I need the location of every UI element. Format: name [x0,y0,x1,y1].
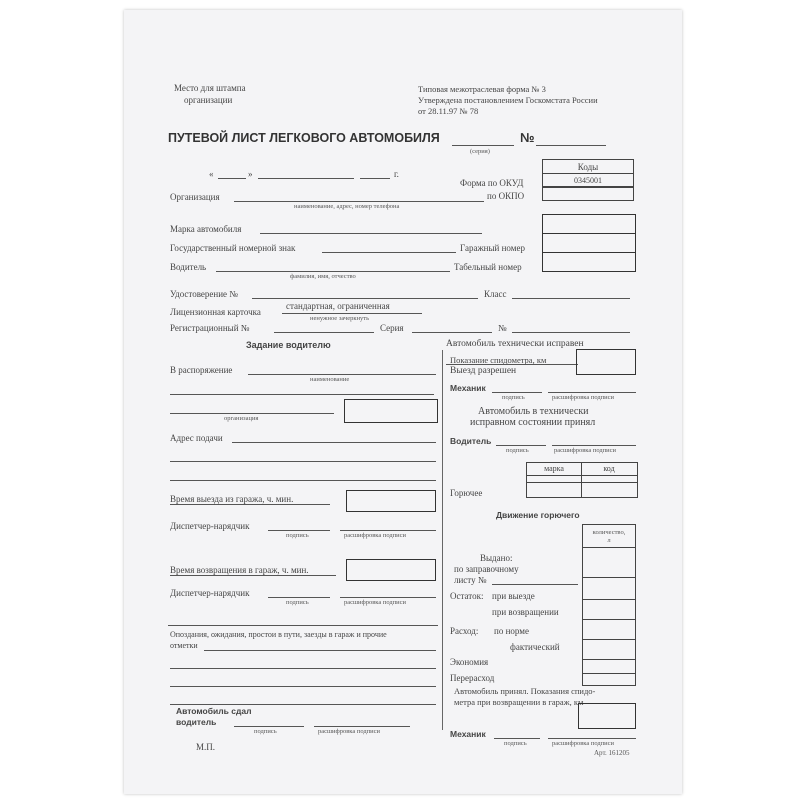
dispatcher2-sign-line[interactable] [268,597,330,598]
date-quote-open: « [209,169,214,179]
return-odometer-box[interactable] [578,703,636,729]
exit-time-underline [170,504,330,505]
mechanic-decode-hint: расшифровка подписи [552,394,615,401]
issued-label-2: по заправочному [454,564,519,574]
fuel-value-row[interactable] [526,482,638,498]
odometer-box[interactable] [576,349,636,375]
column-separator [442,350,443,730]
issued-label-1: Выдано: [480,553,513,563]
disposal-hint: наименование [310,376,350,383]
handover-label: Автомобиль сдал [176,706,252,716]
fuel-brand-header: марка [544,464,564,473]
codes-table [542,159,634,187]
dispatcher2-decode-hint: расшифровка подписи [344,599,407,606]
mechanic-decode-line[interactable] [548,392,636,393]
handover-sign-hint: подпись [254,728,277,735]
car-brand-line[interactable] [260,233,482,234]
reg-series-label: Серия [380,323,404,333]
handover-decode-line[interactable] [314,726,410,727]
form-title: ПУТЕВОЙ ЛИСТ ЛЕГКОВОГО АВТОМОБИЛЯ [168,131,440,145]
exit-time-box[interactable] [346,490,436,512]
mechanic2-label: Механик [450,729,486,739]
driver-line[interactable] [216,271,450,272]
address-line-3[interactable] [170,480,436,481]
mechanic-sign-hint: подпись [502,394,525,401]
license-line[interactable] [252,298,478,299]
overrun-label: Перерасход [450,673,495,683]
delays-label-2: отметки [170,641,198,650]
dispatcher-decode-line[interactable] [340,530,436,531]
series-hint: (серия) [470,148,490,155]
tabel-no-label: Табельный номер [454,262,522,272]
disposal-label: В распоряжение [170,365,233,375]
garage-no-label: Гаражный номер [460,243,525,253]
driver-label: Водитель [170,262,207,272]
qty-header-1: количество, [592,529,626,536]
delays-line-2[interactable] [170,668,436,669]
exit-allowed-label: Выезд разрешен [450,366,517,376]
issued-label-3: листу № [454,575,487,585]
license-label: Удостоверение № [170,289,238,299]
delays-line-3[interactable] [170,686,436,687]
accept-return-label-1: Автомобиль принял. Показания спидо- [454,686,596,696]
accepted-label-1: Автомобиль в технически [478,406,589,417]
task-heading: Задание водителю [246,340,331,350]
address-line-1[interactable] [232,442,436,443]
handover-driver-label: водитель [176,717,217,727]
stamp-org-label: организации [184,95,233,105]
car-brand-label: Марка автомобиля [170,224,242,234]
date-day-line[interactable] [218,178,246,179]
driver-hint: фамилия, имя, отчество [290,273,356,280]
accepted-label-2: исправном состоянии принял [470,417,596,428]
remain-exit-label: при выезде [492,591,535,601]
org-label: Организация [170,192,220,202]
actual-label: фактический [510,642,560,652]
consumption-label: Расход: [450,626,479,636]
return-time-box[interactable] [346,559,436,581]
delays-label-1: Опоздания, ожидания, простои в пути, заезды в гараж и прочие [170,630,387,639]
reg-series-line[interactable] [412,332,492,333]
codes-header: Коды [577,162,599,172]
driver-accept-label: Водитель [450,436,492,446]
org-task-line[interactable] [170,413,334,414]
form-type-label: Типовая межотраслевая форма № 3 [418,84,546,94]
disposal-line[interactable] [248,374,436,375]
okpo-label: по ОКПО [487,191,525,201]
stamp-mp-label: М.П. [196,742,216,752]
task-code-box[interactable] [344,399,438,423]
number-line[interactable] [536,145,606,146]
dispatcher2-label: Диспетчер-нарядчик [170,588,250,598]
return-time-underline [170,575,336,576]
driver-accept-decode-line[interactable] [552,445,636,446]
fuel-code-header: код [603,464,615,473]
driver-accept-sign-line[interactable] [496,445,546,446]
delays-line-1[interactable] [204,650,436,651]
dispatcher-label: Диспетчер-нарядчик [170,521,250,531]
car-codes-box [542,214,636,272]
driver-accept-decode-hint: расшифровка подписи [554,447,617,454]
dispatcher-sign-hint: подпись [286,532,309,539]
mechanic2-decode-line[interactable] [548,738,636,739]
date-quote-close: » [248,169,253,179]
return-time-label: Время возвращения в гараж, ч. мин. [170,565,309,575]
mechanic2-decode-hint: расшифровка подписи [552,740,615,747]
remain-return-label: при возвращении [492,607,559,617]
okud-value: 0345001 [574,176,602,185]
economy-label: Экономия [450,657,489,667]
dispatcher-sign-line[interactable] [268,530,330,531]
series-line[interactable] [452,145,514,146]
issued-sheet-line[interactable] [492,584,578,585]
delays-line-4[interactable] [170,704,436,705]
lic-card-label: Лицензионная карточка [170,307,261,317]
reg-plate-label: Государственный номерной знак [170,243,296,253]
handover-decode-hint: расшифровка подписи [318,728,381,735]
reg-no-line[interactable] [274,332,374,333]
lic-card-hint: ненужное зачеркнуть [310,315,370,322]
stamp-place-label: Место для штампа [174,83,246,93]
address-label: Адрес подачи [170,433,223,443]
reg-no-label: Регистрационный № [170,323,250,333]
tech-ok-label: Автомобиль технически исправен [446,339,584,349]
delays-top-line [168,625,438,626]
mechanic-sign-line[interactable] [492,392,542,393]
qty-header-2: л [607,537,611,544]
date-year-line[interactable] [360,178,390,179]
driver-accept-sign-hint: подпись [506,447,529,454]
mechanic2-sign-hint: подпись [504,740,527,747]
disposal-line-2[interactable] [170,394,434,395]
okpo-cell[interactable] [542,187,634,201]
number-sign: № [520,130,535,145]
article-label: Арт. 161205 [594,749,630,757]
odometer-label: Показание спидометра, км [450,355,547,365]
class-label: Класс [484,289,507,299]
by-norm-label: по норме [494,626,529,636]
fuel-movement-heading: Движение горючего [496,510,580,520]
class-line[interactable] [512,298,630,299]
exit-time-label: Время выезда из гаража, ч. мин. [170,494,294,504]
org-hint: наименование, адрес, номер телефона [294,203,400,210]
mechanic2-sign-line[interactable] [494,738,540,739]
approved-label: Утверждена постановлением Госкомстата России [418,95,598,105]
reg-number-line[interactable] [512,332,630,333]
org-line[interactable] [234,201,484,202]
fuel-label: Горючее [450,488,483,498]
date-year-suffix: г. [394,169,399,179]
reg-plate-line[interactable] [322,252,456,253]
reg-number-sign: № [498,323,507,333]
remain-label: Остаток: [450,591,484,601]
mechanic-label: Механик [450,383,486,393]
waybill-form-sheet [124,10,682,794]
dispatcher2-sign-hint: подпись [286,599,309,606]
accept-return-label-2: метра при возвращении в гараж, км [454,697,584,707]
dispatcher-decode-hint: расшифровка подписи [344,532,407,539]
lic-card-value: стандартная, ограниченная [286,301,390,311]
approved-date-label: от 28.11.97 № 78 [418,106,479,116]
odometer-underline [446,364,578,365]
handover-sign-line[interactable] [234,726,304,727]
okud-label: Форма по ОКУД [460,178,524,188]
address-line-2[interactable] [170,461,436,462]
date-month-line[interactable] [258,178,354,179]
dispatcher2-decode-line[interactable] [340,597,436,598]
fuel-qty-column [582,524,636,686]
lic-card-line [282,313,422,314]
org-task-hint: организация [224,415,259,422]
